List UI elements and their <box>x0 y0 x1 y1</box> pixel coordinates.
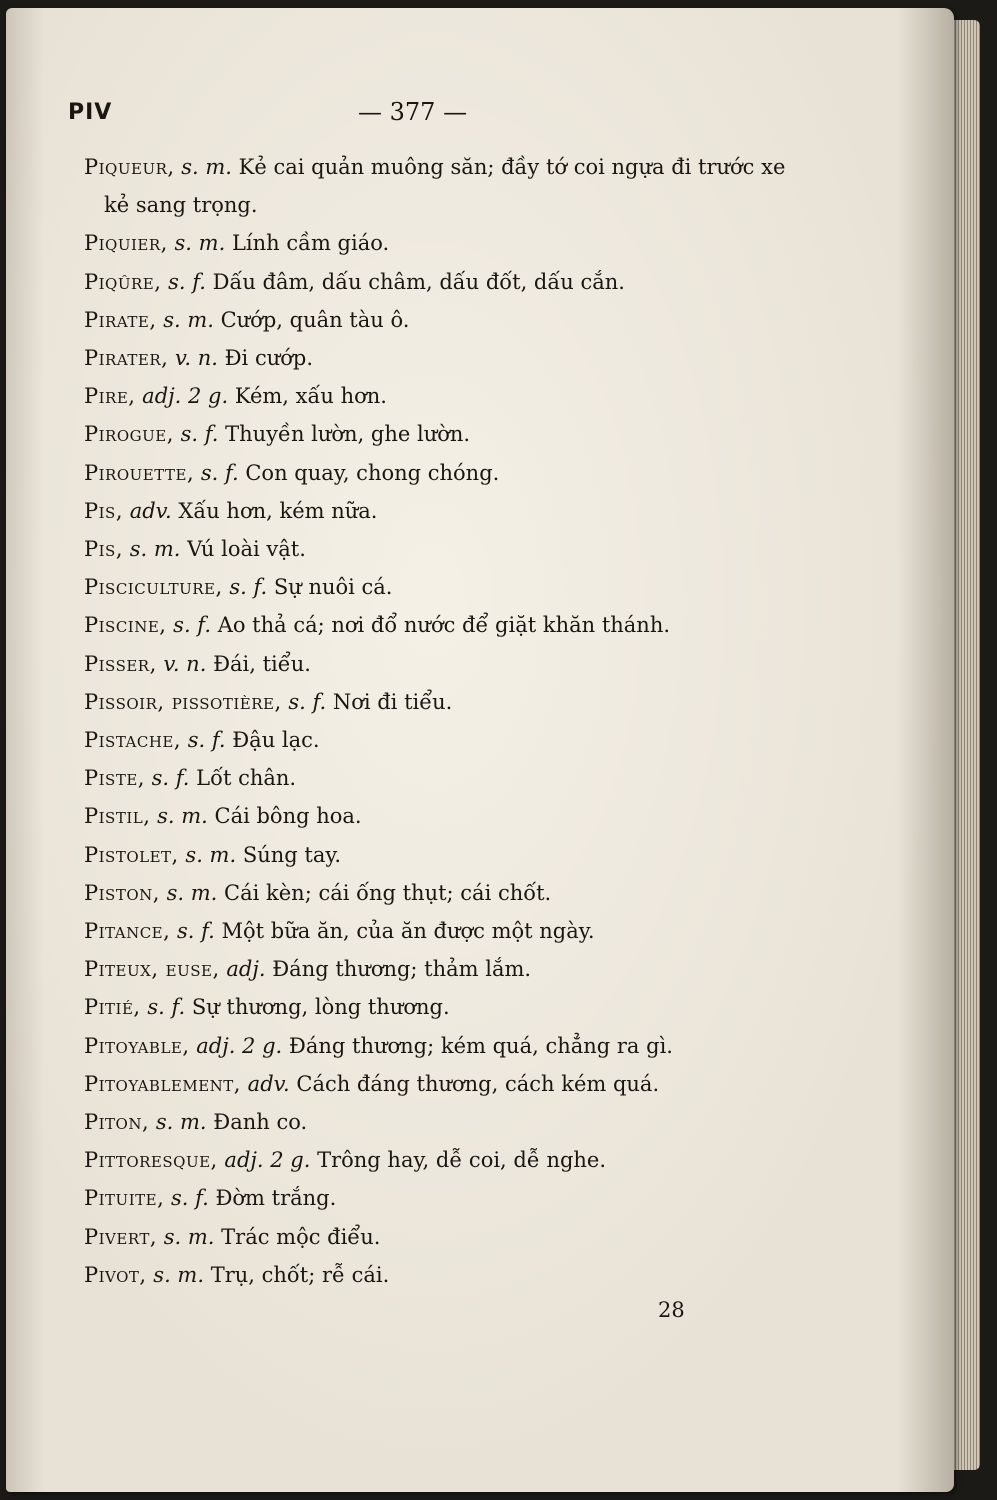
dictionary-entry <box>84 759 804 797</box>
dictionary-entry <box>84 148 804 224</box>
dictionary-entry <box>84 683 804 721</box>
entry-grammar: s. f. <box>168 269 206 294</box>
entry-headword: Pirater, <box>84 346 169 371</box>
entry-definition: Đáng thương; kém quá, chẳng ra gì. <box>288 1033 673 1058</box>
entry-grammar: s. m. <box>155 1110 207 1135</box>
entry-definition: Một bữa ăn, của ăn được một ngày. <box>221 919 595 944</box>
entry-grammar: adj. 2 g. <box>224 1148 311 1173</box>
entry-headword: Pitance, <box>84 919 171 944</box>
signature-mark: 28 <box>658 1298 685 1322</box>
entry-grammar: s. m. <box>153 1262 205 1287</box>
dictionary-entry <box>84 530 804 568</box>
dictionary-entry <box>84 836 804 874</box>
entry-definition: Kém, xấu hơn. <box>234 384 387 409</box>
entry-headword: Pistache, <box>84 728 182 753</box>
entry-grammar: s. f. <box>187 728 226 753</box>
entry-headword: Pirate, <box>84 307 157 332</box>
entry-headword: Pistil, <box>84 804 151 829</box>
dictionary-entries <box>84 148 804 1294</box>
entry-headword: Pitié, <box>84 995 141 1020</box>
entry-grammar: s. m. <box>163 1224 215 1249</box>
entry-headword: Pituite, <box>84 1186 165 1211</box>
entry-headword: Piston, <box>84 880 160 905</box>
entry-headword: Pitoyable, <box>84 1033 190 1058</box>
dictionary-entry <box>84 377 804 415</box>
entry-definition: Lốt chân. <box>196 766 297 791</box>
dictionary-entry <box>84 721 804 759</box>
entry-grammar: s. f. <box>229 575 268 600</box>
dictionary-entry <box>84 1065 804 1103</box>
entry-grammar: s. f. <box>173 613 211 638</box>
dictionary-entry <box>84 606 804 644</box>
dictionary-entry <box>84 454 804 492</box>
entry-headword: Piteux, euse, <box>84 957 220 982</box>
entry-headword: Pire, <box>84 384 136 409</box>
entry-headword: Piqueur, <box>84 155 175 179</box>
entry-definition: Đậu lạc. <box>232 728 320 753</box>
entry-headword: Pivert, <box>84 1224 158 1249</box>
entry-definition: Sự thương, lòng thương. <box>191 995 450 1020</box>
entry-headword: Pivot, <box>84 1262 147 1287</box>
entry-definition: Vú loài vật. <box>187 537 306 562</box>
entry-headword: Piquier, <box>84 231 168 256</box>
entry-definition: Con quay, chong chóng. <box>245 460 500 485</box>
page-edges <box>950 20 980 1470</box>
dictionary-entry <box>84 874 804 912</box>
entry-headword: Pittoresque, <box>84 1148 218 1173</box>
entry-grammar: v. n. <box>163 651 207 676</box>
entry-grammar: s. f. <box>170 1186 209 1211</box>
entry-definition: Đanh co. <box>213 1110 308 1135</box>
entry-grammar: adv. <box>247 1071 290 1096</box>
dictionary-entry <box>84 301 804 339</box>
entry-headword: Pis, <box>84 498 124 523</box>
entry-grammar: s. m. <box>181 155 232 179</box>
entry-definition: Trông hay, dễ coi, dễ nghe. <box>317 1148 607 1173</box>
entry-definition: Cách đáng thương, cách kém quá. <box>296 1071 660 1096</box>
entry-definition: Thuyền lườn, ghe lườn. <box>225 422 471 447</box>
entry-headword: Pissoir, pissotière, <box>84 689 282 714</box>
entry-headword: Piste, <box>84 766 145 791</box>
entry-definition: Đi cướp. <box>224 346 313 371</box>
entry-definition: Nơi đi tiểu. <box>332 689 453 714</box>
entry-headword: Pirouette, <box>84 460 195 485</box>
entry-grammar: v. n. <box>174 346 218 371</box>
dictionary-entry <box>84 988 804 1026</box>
dictionary-entry <box>84 1103 804 1141</box>
entry-definition: Xấu hơn, kém nữa. <box>178 498 378 523</box>
entry-definition: Cái bông hoa. <box>214 804 362 829</box>
entry-grammar: adj. 2 g. <box>142 384 229 409</box>
entry-grammar: s. f. <box>177 919 215 944</box>
entry-headword: Piscine, <box>84 613 167 638</box>
entry-definition: Đờm trắng. <box>215 1186 337 1211</box>
entry-definition: Sự nuôi cá. <box>273 575 393 600</box>
dictionary-entry <box>84 1027 804 1065</box>
dictionary-entry <box>84 263 804 301</box>
dictionary-entry <box>84 1179 804 1217</box>
entry-grammar: s. m. <box>174 231 226 256</box>
entry-headword: Pirogue, <box>84 422 174 447</box>
entry-definition: Trụ, chốt; rễ cái. <box>210 1262 390 1287</box>
entry-grammar: s. m. <box>166 880 218 905</box>
entry-grammar: s. f. <box>288 689 327 714</box>
entry-definition: Kẻ cai quản muông săn; đầy tớ coi ngựa đi trước xe kẻ sang trọng. <box>104 155 786 218</box>
entry-grammar: s. m. <box>157 804 208 829</box>
entry-grammar: adj. <box>226 957 266 982</box>
entry-definition: Ao thả cá; nơi đổ nước để giặt khăn thánh. <box>217 613 671 638</box>
entry-headword: Piton, <box>84 1110 150 1135</box>
entry-grammar: s. m. <box>129 537 181 562</box>
entry-definition: Dấu đâm, dấu châm, dấu đốt, dấu cắn. <box>212 269 625 294</box>
dictionary-entry <box>84 339 804 377</box>
entry-definition: Trác mộc điểu. <box>221 1224 381 1249</box>
entry-grammar: adj. 2 g. <box>196 1033 283 1058</box>
book-page <box>6 8 954 1492</box>
dictionary-entry <box>84 415 804 453</box>
entry-definition: Cướp, quân tàu ô. <box>220 307 410 332</box>
entry-grammar: s. f. <box>200 460 239 485</box>
running-head: PIV <box>68 100 113 125</box>
entry-grammar: s. f. <box>151 766 190 791</box>
entry-headword: Pistolet, <box>84 842 179 867</box>
dictionary-entry <box>84 492 804 530</box>
entry-headword: Piqûre, <box>84 269 162 294</box>
dictionary-entry <box>84 1141 804 1179</box>
dictionary-entry <box>84 1218 804 1256</box>
page-header <box>68 100 518 136</box>
entry-headword: Pisciculture, <box>84 575 223 600</box>
dictionary-entry <box>84 950 804 988</box>
entry-headword: Pis, <box>84 537 124 562</box>
entry-definition: Đáng thương; thảm lắm. <box>272 957 532 982</box>
entry-grammar: adv. <box>129 498 172 523</box>
entry-grammar: s. f. <box>180 422 219 447</box>
entry-definition: Cái kèn; cái ống thụt; cái chốt. <box>224 880 552 905</box>
entry-grammar: s. f. <box>147 995 186 1020</box>
dictionary-entry <box>84 1256 804 1294</box>
entry-definition: Súng tay. <box>242 842 342 867</box>
entry-grammar: s. m. <box>185 842 237 867</box>
entry-definition: Đái, tiểu. <box>213 651 311 676</box>
entry-grammar: s. m. <box>163 307 214 332</box>
page-number: — 377 — <box>358 98 468 126</box>
entry-headword: Pisser, <box>84 651 157 676</box>
entry-definition: Lính cầm giáo. <box>231 231 390 256</box>
dictionary-entry <box>84 912 804 950</box>
dictionary-entry <box>84 645 804 683</box>
dictionary-entry <box>84 797 804 835</box>
entry-headword: Pitoyablement, <box>84 1071 241 1096</box>
dictionary-entry <box>84 568 804 606</box>
dictionary-entry <box>84 224 804 262</box>
